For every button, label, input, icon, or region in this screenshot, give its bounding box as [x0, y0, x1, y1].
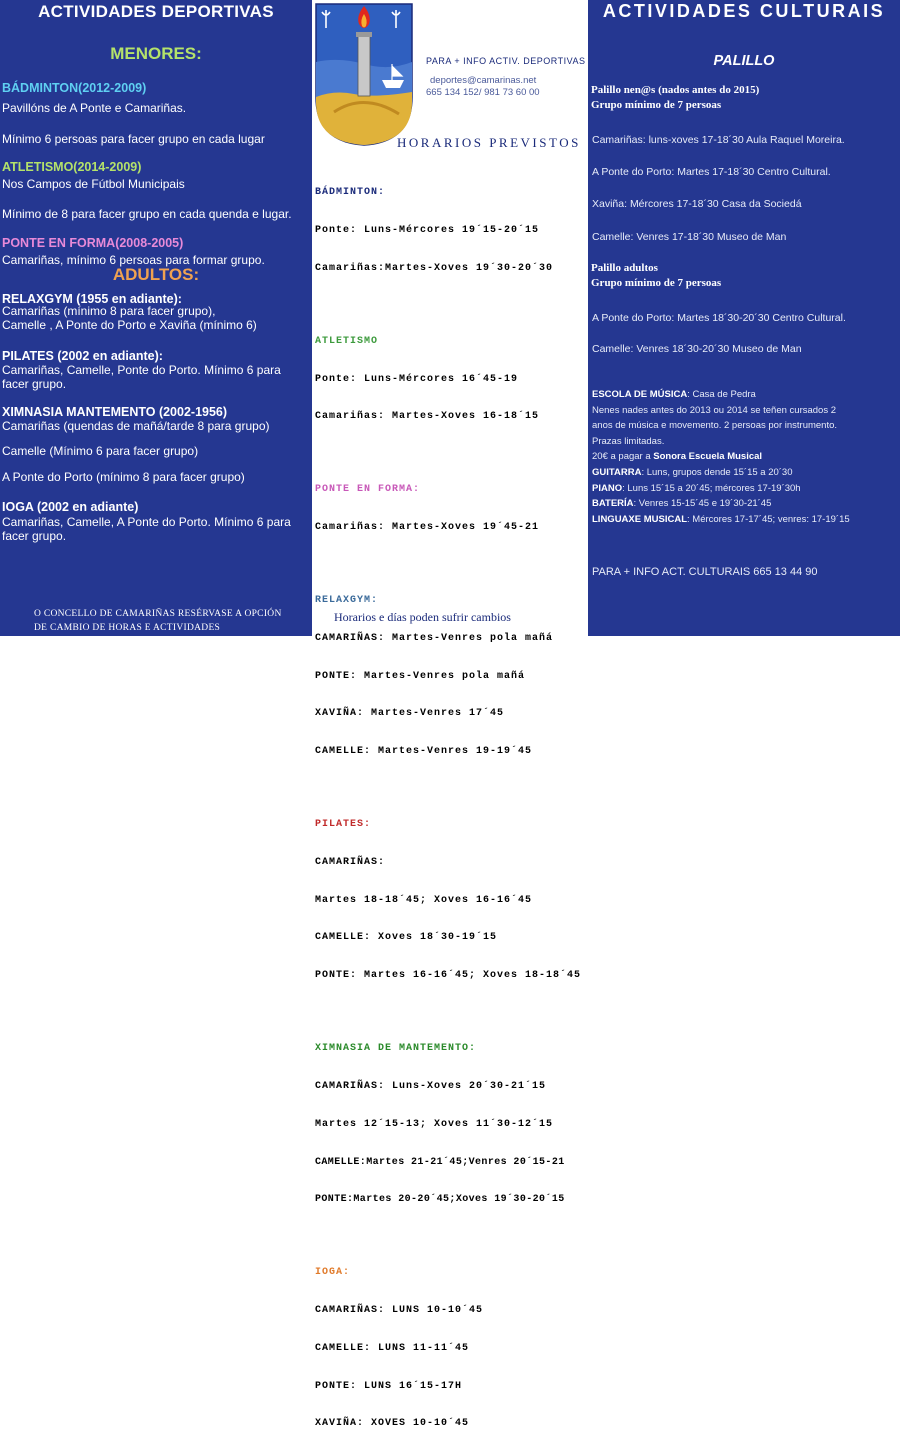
music-school-label: ESCOLA DE MÚSICA — [592, 389, 688, 400]
piano-row — [592, 481, 850, 497]
pilates-schedule-heading: PILATES: — [315, 819, 372, 831]
music-school-line1: Nenes nades antes do 2013 ou 2014 se teñen cursados 2 — [592, 404, 837, 416]
palillo-kids-ponte: A Ponte do Porto: Martes 17-18´30 Centro Cultural. — [592, 166, 831, 178]
linguaxe-text: : Mércores 17-17´45; venres: 17-19´15 — [687, 513, 850, 525]
ponte-schedule-heading: PONTE EN FORMA: — [315, 484, 421, 496]
ximnasia-schedule-line: PONTE:Martes 20-20´45;Xoves 19´30-20´15 — [315, 1194, 565, 1206]
relaxgym-line1: Camariñas (mínimo 8 para facer grupo), — [2, 304, 216, 318]
atletismo-heading: ATLETISMO(2014-2009) — [2, 160, 142, 174]
council-note — [34, 607, 282, 635]
linguaxe-label: LINGUAXE MUSICAL — [592, 513, 687, 525]
pilates-schedule-line: PONTE: Martes 16-16´45; Xoves 18-18´45 — [315, 970, 582, 982]
relaxgym-schedule-line: XAVIÑA: Martes-Venres 17´45 — [315, 708, 505, 720]
music-school-place: : Casa de Pedra — [687, 389, 756, 400]
sports-info-title: PARA + INFO ACTIV. DEPORTIVAS — [426, 56, 586, 66]
sports-email[interactable]: deportes@camarinas.net — [430, 75, 537, 86]
atletismo-note: Mínimo de 8 para facer grupo en cada quenda e lugar. — [2, 207, 292, 221]
ponte-heading: PONTE EN FORMA(2008-2005) — [2, 236, 184, 250]
badminton-heading: BÁDMINTON(2012-2009) — [2, 81, 147, 95]
palillo-kids-heading — [591, 83, 759, 113]
guitarra-row — [592, 465, 850, 481]
ioga-text: Camariñas, Camelle, A Ponte do Porto. Mínimo 6 para facer grupo. — [2, 515, 291, 543]
palillo-heading: PALILLO — [713, 53, 775, 69]
bateria-text: : Venres 15-15´45 e 19´30-21´45 — [633, 498, 772, 510]
ximnasia-line1: Camariñas (quendas de mañá/tarde 8 para grupo) — [2, 419, 270, 433]
atletismo-place: Nos Campos de Fútbol Municipais — [2, 177, 185, 191]
atletismo-schedule-line: Ponte: Luns-Mércores 16´45-19 — [315, 373, 519, 385]
culture-title: ACTIVIDADES CULTURAIS — [602, 1, 886, 21]
ximnasia-schedule-line: Martes 12´15-13; Xoves 11´30-12´15 — [315, 1118, 554, 1130]
palillo-kids-min: Grupo mínimo de 7 persoas — [591, 99, 722, 111]
ximnasia-line3: A Ponte do Porto (mínimo 8 para facer grupo) — [2, 470, 245, 484]
badminton-schedule-heading: BÁDMINTON: — [315, 187, 386, 199]
pilates-schedule-line: CAMELLE: Xoves 18´30-19´15 — [315, 932, 498, 944]
menores-heading: MENORES: — [110, 44, 202, 63]
relaxgym-line2: Camelle , A Ponte do Porto e Xaviña (mínimo 6) — [2, 318, 257, 332]
relaxgym-schedule-line: CAMARIÑAS: Martes-Venres pola mañá — [315, 632, 554, 644]
schedule-footer: Horarios e días poden sufrir cambios — [334, 610, 511, 624]
guitarra-text: : Luns, grupos dende 15´15 a 20´30 — [641, 466, 793, 478]
ioga-heading: IOGA (2002 en adiante) — [2, 500, 139, 514]
atletismo-schedule-heading: ATLETISMO — [315, 335, 379, 347]
relaxgym-schedule-line: CAMELLE: Martes-Venres 19-19´45 — [315, 746, 533, 758]
pilates-text: Camariñas, Camelle, Ponte do Porto. Mínimo 6 para facer grupo. — [2, 363, 281, 391]
palillo-adults-ponte: A Ponte do Porto: Martes 18´30-20´30 Centro Cultural. — [592, 312, 846, 324]
ioga-schedule-line: PONTE: LUNS 16´15-17H — [315, 1380, 463, 1392]
palillo-adults-heading — [591, 261, 721, 291]
horarios-heading: HORARIOS PREVISTOS — [397, 135, 581, 150]
badminton-note: Mínimo 6 persoas para facer grupo en cada lugar — [2, 132, 265, 146]
ximnasia-schedule-line: CAMELLE:Martes 21-21´45;Venres 20´15-21 — [315, 1156, 565, 1168]
ioga-schedule-line: CAMARIÑAS: LUNS 10-10´45 — [315, 1305, 484, 1317]
ximnasia-schedule-line: CAMARIÑAS: Luns-Xoves 20´30-21´15 — [315, 1080, 547, 1092]
adultos-heading: ADULTOS: — [112, 265, 200, 284]
palillo-kids-title: Palillo nen@s (nados antes do 2015) — [591, 84, 760, 96]
pilates-schedule-line: Martes 18-18´45; Xoves 16-16´45 — [315, 894, 533, 906]
bateria-label: BATERÍA — [592, 498, 634, 510]
sports-panel — [0, 0, 312, 636]
music-school-line3: Prazas limitadas. — [592, 435, 665, 447]
sports-info-box — [426, 56, 585, 98]
piano-label: PIANO — [592, 482, 623, 494]
culture-info: PARA + INFO ACT. CULTURAIS 665 13 44 90 — [592, 566, 818, 578]
pilates-heading: PILATES (2002 en adiante): — [2, 349, 163, 363]
relaxgym-schedule-heading: RELAXGYM: — [315, 595, 379, 606]
payment-name: Sonora Escuela Musical — [653, 451, 763, 463]
ximnasia-heading: XIMNASIA MANTEMENTO (2002-1956) — [2, 405, 228, 419]
payment-prefix: 20€ a pagar a — [592, 451, 654, 463]
palillo-kids-camelle: Camelle: Venres 17-18´30 Museo de Man — [592, 231, 787, 243]
palillo-adults-title: Palillo adultos — [591, 262, 658, 274]
atletismo-schedule-line: Camariñas: Martes-Xoves 16-18´15 — [315, 411, 540, 423]
ponte-schedule-line: Camariñas: Martes-Xoves 19´45-21 — [315, 522, 540, 534]
palillo-kids-xavina: Xaviña: Mércores 17-18´30 Casa da Sociedá — [592, 198, 802, 210]
ioga-schedule-line: CAMELLE: LUNS 11-11´45 — [315, 1342, 470, 1354]
ioga-schedule-heading: IOGA: — [315, 1267, 351, 1279]
ponte-note: Camariñas, mínimo 6 persoas para formar grupo. — [2, 253, 265, 267]
schedule-panel — [312, 0, 588, 1430]
palillo-kids-camarinas: Camariñas: luns-xoves 17-18´30 Aula Raquel Moreira. — [592, 134, 845, 146]
linguaxe-row — [592, 512, 850, 528]
music-school — [592, 387, 850, 527]
ioga-schedule-line: XAVIÑA: XOVES 10-10´45 — [315, 1418, 470, 1430]
coat-of-arms-icon — [314, 2, 414, 147]
pilates-schedule-line: CAMARIÑAS: — [315, 856, 386, 868]
ximnasia-schedule-heading: XIMNASIA DE MANTEMENTO: — [315, 1043, 477, 1055]
schedule-list — [315, 162, 581, 1456]
ximnasia-line2: Camelle (Mínimo 6 para facer grupo) — [2, 444, 199, 458]
badminton-place: Pavillóns de A Ponte e Camariñas. — [2, 101, 187, 115]
council-note-line2: DE CAMBIO DE HORAS E ACTIVIDADES — [34, 623, 221, 633]
palillo-adults-camelle: Camelle: Venres 18´30-20´30 Museo de Man — [592, 343, 802, 355]
badminton-schedule-line: Ponte: Luns-Mércores 19´15-20´15 — [315, 224, 540, 236]
palillo-adults-min: Grupo mínimo de 7 persoas — [591, 277, 722, 289]
bateria-row — [592, 496, 850, 512]
relaxgym-schedule-line: PONTE: Martes-Venres pola mañá — [315, 670, 526, 682]
guitarra-label: GUITARRA — [592, 466, 642, 478]
music-school-title — [592, 387, 850, 403]
sports-phones: 665 134 152/ 981 73 60 00 — [426, 87, 540, 98]
piano-text: : Luns 15´15 a 20´45; mércores 17-19´30h — [622, 482, 801, 494]
music-school-line2: anos de música e movemento. 2 persoas por instrumento. — [592, 420, 838, 432]
culture-panel — [588, 0, 900, 636]
badminton-schedule-line: Camariñas:Martes-Xoves 19´30-20´30 — [315, 262, 554, 274]
music-school-payment — [592, 449, 850, 465]
sports-title: ACTIVIDADES DEPORTIVAS — [38, 2, 274, 21]
relaxgym-heading: RELAXGYM (1955 en adiante): — [2, 292, 182, 306]
council-note-line1: O CONCELLO DE CAMARIÑAS RESÉRVASE A OPCIÓN — [34, 609, 282, 619]
